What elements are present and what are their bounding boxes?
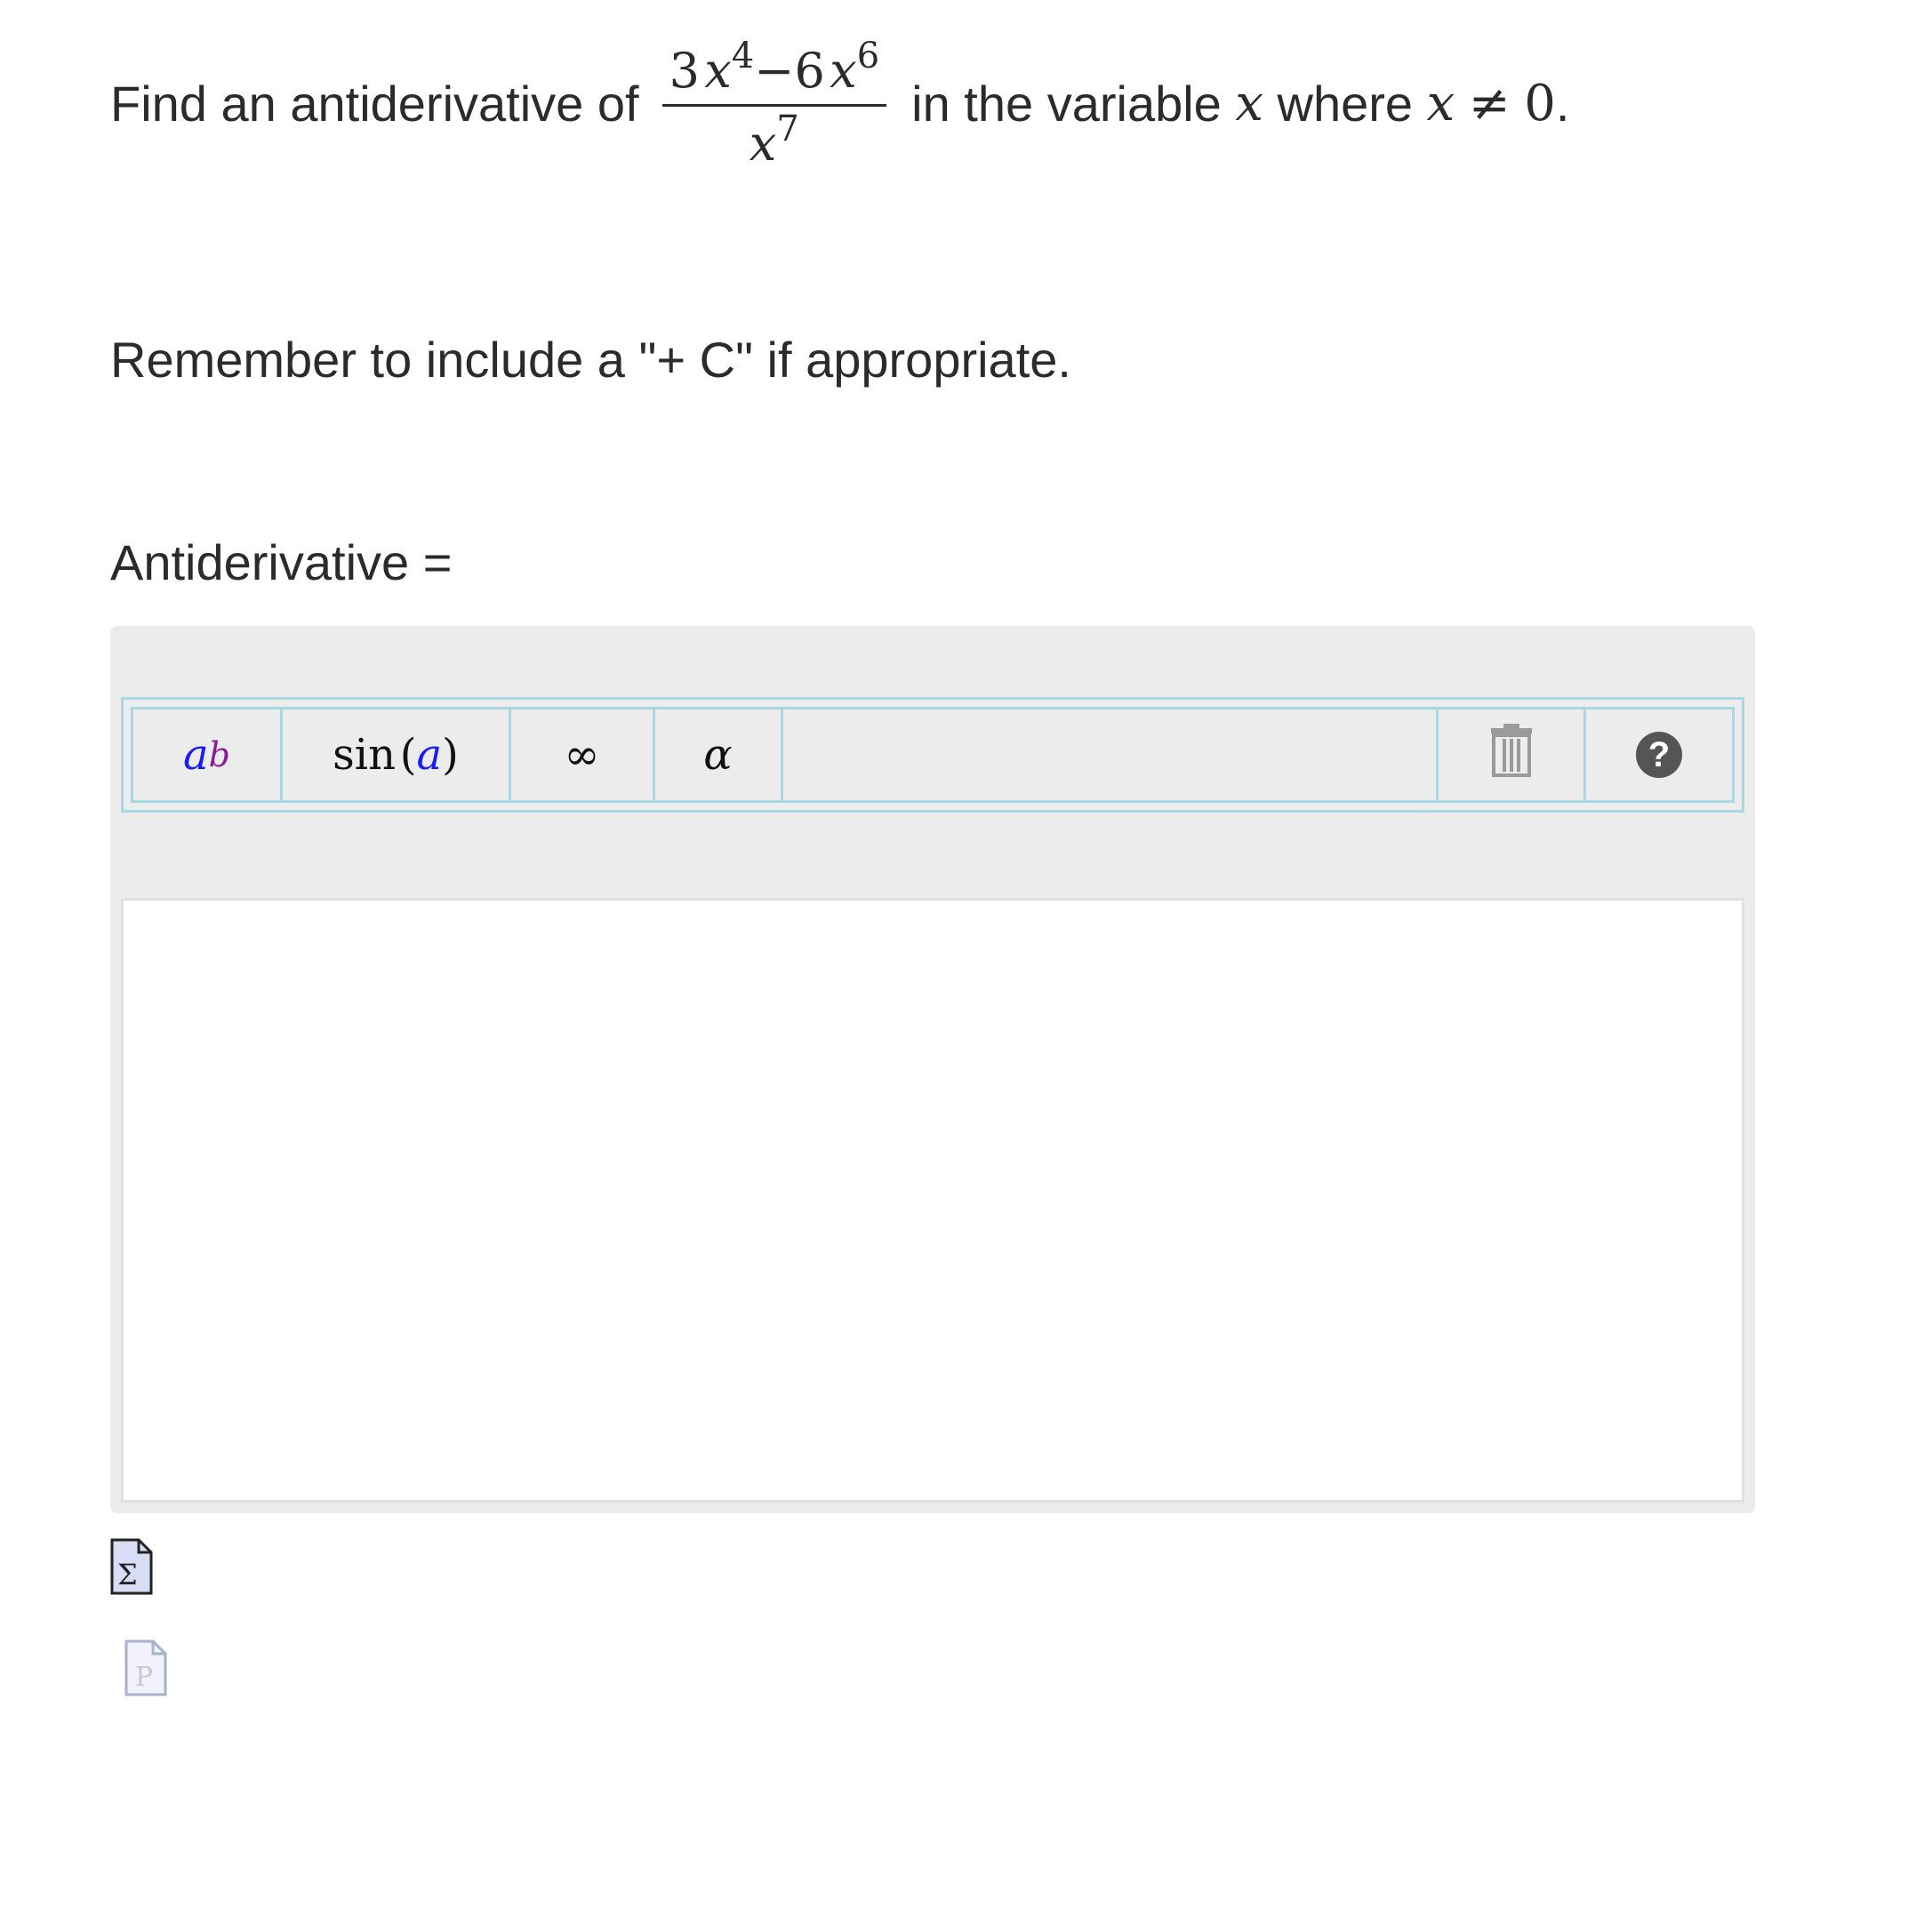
question-middle: in the variable — [911, 76, 1222, 132]
infinity-symbol: ∞ — [564, 730, 600, 780]
preview-document-icon[interactable] — [124, 1639, 167, 1701]
function-close-paren: ) — [442, 730, 459, 780]
fraction-numerator — [662, 36, 887, 107]
var-1: x — [704, 43, 732, 99]
toolbar-spacer — [783, 709, 1439, 800]
reminder-text: Remember to include a "+ C" if appropriate. — [110, 332, 1071, 388]
clear-button[interactable] — [1439, 709, 1586, 800]
math-editor — [110, 626, 1755, 1513]
help-glyph: ? — [1647, 734, 1671, 774]
answer-input[interactable] — [121, 898, 1744, 1503]
help-button[interactable] — [1586, 709, 1732, 800]
function-open-paren: ( — [399, 730, 417, 780]
svg-text:P: P — [135, 1662, 154, 1693]
sigma-document-icon[interactable] — [110, 1538, 153, 1599]
power-exponent: b — [208, 735, 230, 774]
condition-rel: ≠ — [1468, 75, 1511, 132]
den-var: x — [749, 116, 777, 172]
trash-icon — [1489, 722, 1534, 788]
minus-coef: −6 — [754, 43, 825, 99]
question-end: . — [1555, 76, 1570, 132]
question-prefix: Find an antiderivative of — [110, 76, 639, 132]
integrand-fraction — [662, 36, 887, 172]
condition-var: x — [1426, 75, 1455, 132]
condition-val: 0 — [1524, 75, 1556, 132]
infinity-button[interactable] — [511, 709, 655, 800]
svg-text:Σ: Σ — [117, 1558, 138, 1591]
greek-button[interactable] — [655, 709, 783, 800]
function-arg: a — [416, 730, 443, 780]
function-button[interactable] — [283, 709, 511, 800]
var-2: x — [830, 43, 857, 99]
alpha-symbol: α — [703, 730, 733, 780]
exp-1: 4 — [731, 36, 755, 76]
fraction-denominator — [750, 107, 799, 172]
function-name: sin — [333, 730, 397, 780]
den-exp: 7 — [776, 108, 799, 149]
power-base: a — [183, 730, 209, 780]
question-where: where — [1277, 76, 1414, 132]
help-icon — [1636, 732, 1682, 778]
answer-label: Antiderivative = — [110, 534, 453, 590]
editor-toolbar — [121, 697, 1744, 813]
coef-1: 3 — [669, 43, 700, 99]
exp-2: 6 — [856, 36, 880, 76]
power-button[interactable] — [133, 709, 283, 800]
question-text — [110, 36, 1569, 172]
question-variable: x — [1235, 75, 1263, 132]
